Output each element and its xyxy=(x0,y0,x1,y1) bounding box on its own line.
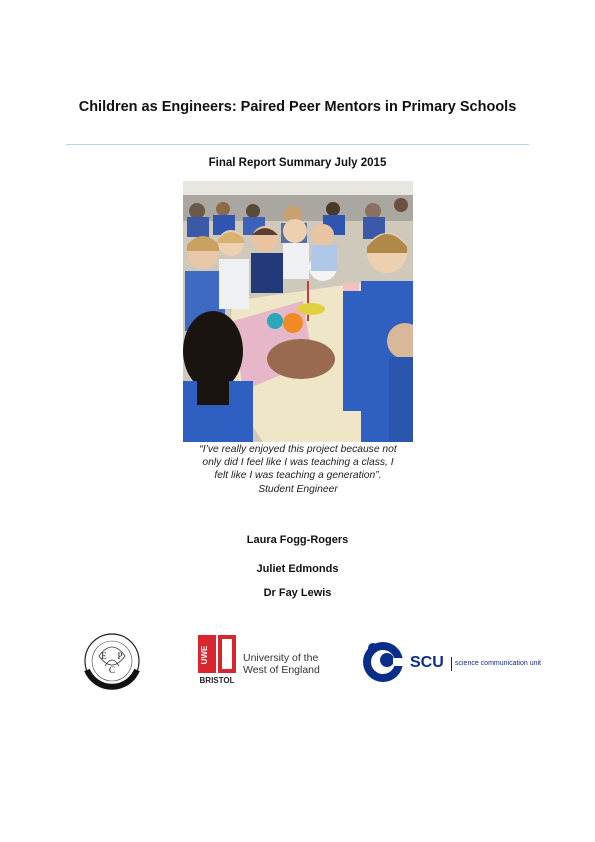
report-title: Children as Engineers: Paired Peer Mentors in Primary Schools xyxy=(78,99,517,115)
cover-photo xyxy=(183,181,413,442)
scu-acronym: SCU xyxy=(410,654,444,671)
author-name: Juliet Edmonds xyxy=(256,563,339,575)
author-name: Laura Fogg-Rogers xyxy=(246,534,349,546)
author-name: Dr Fay Lewis xyxy=(263,587,332,599)
title-divider xyxy=(66,144,529,145)
testimonial-quote xyxy=(160,443,436,496)
uwe-city-text: BRISTOL xyxy=(199,676,235,685)
uwe-name-line: West of England xyxy=(243,664,320,676)
quote-line: only did I feel like I was teaching a class, I xyxy=(202,457,394,469)
quote-attribution: Student Engineer xyxy=(258,483,338,495)
epc-logo-mark xyxy=(81,632,143,690)
uwe-mark-text: UWE xyxy=(200,645,209,665)
uwe-name xyxy=(243,652,320,676)
epc-letter: P xyxy=(117,651,123,661)
uwe-name-line: University of the xyxy=(243,652,319,664)
scu-divider xyxy=(451,657,452,671)
scu-swirl-icon xyxy=(361,640,407,684)
quote-line: felt like I was teaching a generation”. xyxy=(214,470,382,482)
cover-photo-illustration xyxy=(183,181,413,442)
uwe-logo-mark xyxy=(198,635,236,685)
epc-letter: C xyxy=(108,665,116,675)
report-subtitle: Final Report Summary July 2015 xyxy=(208,157,387,169)
epc-logo xyxy=(81,632,143,690)
scu-full-name: science communication unit xyxy=(455,660,541,667)
epc-letter: E xyxy=(101,651,107,661)
quote-line: “I’ve really enjoyed this project because not xyxy=(199,444,397,455)
uwe-logo xyxy=(198,635,236,685)
scu-logo-mark xyxy=(361,640,407,684)
